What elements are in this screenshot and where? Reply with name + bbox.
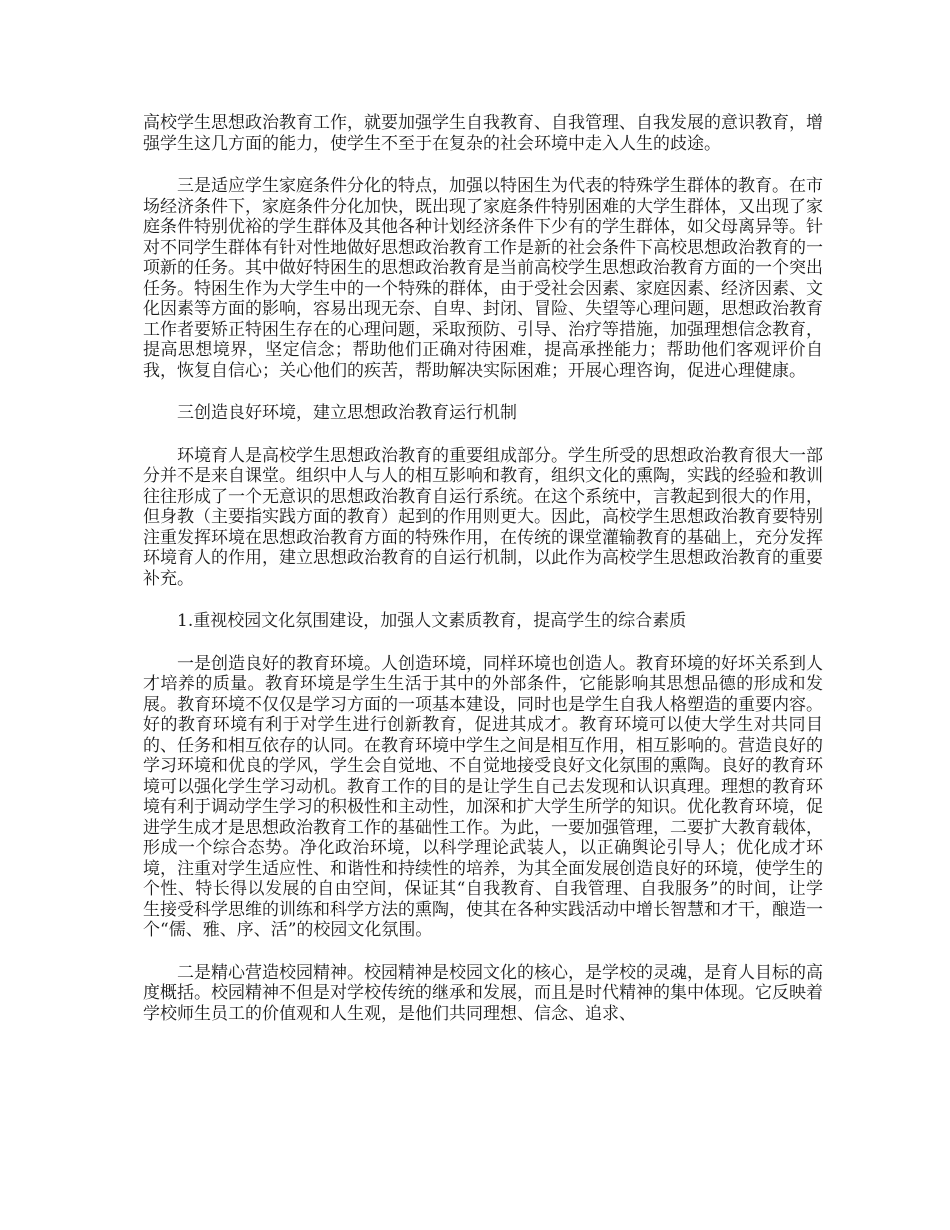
- paragraph-continuation: 高校学生思想政治教育工作，就要加强学生自我教育、自我管理、自我发展的意识教育，增强学生这几方面的能力，使学生不至于在复杂的社会环境中走入人生的歧途。: [143, 113, 823, 154]
- paragraph-special-groups: 三是适应学生家庭条件分化的特点，加强以特困生为代表的特殊学生群体的教育。在市场经济条件下，家庭条件分化加快，既出现了家庭条件特别困难的大学生群体，又出现了家庭条件特别优裕的学生群体及其他各种计划经济条件下少有的学生群体，如父母离异等。针对不同学生群体有针对性地做好思想政治教育工作是新的社会条件下高校思想政治教育的一项新的任务。其中做好特困生的思想政治教育是当前高校学生思想政治教育方面的一个突出任务。特困生作为大学生中的一个特殊的群体，由于受社会因素、家庭因素、经济因素、文化因素等方面的影响，容易出现无奈、自卑、封闭、冒险、失望等心理问题，思想政治教育工作者要矫正特困生存在的心理问题，采取预防、引导、治疗等措施，加强理想信念教育，提高思想境界，坚定信念；帮助他们正确对待困难，提高承挫能力；帮助他们客观评价自我，恢复自信心；关心他们的疾苦，帮助解决实际困难；开展心理咨询，促进心理健康。: [143, 176, 823, 381]
- subsection-heading-campus-culture: 1.重视校园文化氛围建设，加强人文素质教育，提高学生的综合素质: [177, 611, 687, 631]
- paragraph-campus-spirit: 二是精心营造校园精神。校园精神是校园文化的核心，是学校的灵魂，是育人目标的高度概括。校园精神不但是对学校传统的继承和发展，而且是时代精神的集中体现。它反映着学校师生员工的价值观和人生观，是他们共同理想、信念、追求、: [143, 962, 823, 1024]
- section-heading-environment: 三创造良好环境，建立思想政治教育运行机制: [177, 403, 517, 423]
- document-page: [143, 113, 823, 1046]
- paragraph-environment-education: 环境育人是高校学生思想政治教育的重要组成部分。学生所受的思想政治教育很大一部分并不是来自课堂。组织中人与人的相互影响和教育，组织文化的熏陶，实践的经验和教训往往形成了一个无意识的思想政治教育自运行系统。在这个系统中，言教起到很大的作用，但身教（主要指实践方面的教育）起到的作用则更大。因此，高校学生思想政治教育要特别注重发挥环境在思想政治教育方面的特殊作用，在传统的课堂灌输教育的基础上，充分发挥环境育人的作用，建立思想政治教育的自运行机制，以此作为高校学生思想政治教育的重要补充。: [143, 445, 823, 589]
- paragraph-education-environment: 一是创造良好的教育环境。人创造环境，同样环境也创造人。教育环境的好坏关系到人才培养的质量。教育环境是学生生活于其中的外部条件，它能影响其思想品德的形成和发展。教育环境不仅仅是学习方面的一项基本建设，同时也是学生自我人格塑造的重要内容。好的教育环境有利于对学生进行创新教育，促进其成才。教育环境可以使大学生对共同目的、任务和相互依存的认同。在教育环境中学生之间是相互作用，相互影响的。营造良好的学习环境和优良的学风，学生会自觉地、不自觉地接受良好文化氛围的熏陶。良好的教育环境可以强化学生学习动机。教育工作的目的是让学生自己去发现和认识真理。理想的教育环境有利于调动学生学习的积极性和主动性，加深和扩大学生所学的知识。优化教育环境，促进学生成才是思想政治教育工作的基础性工作。为此，一要加强管理，二要扩大教育载体，形成一个综合态势。净化政治环境，以科学理论武装人，以正确舆论引导人；优化成才环境，注重对学生适应性、和谐性和持续性的培养，为其全面发展创造良好的环境，使学生的个性、特长得以发展的自由空间，保证其“自我教育、自我管理、自我服务”的时间，让学生接受科学思维的训练和科学方法的熏陶，使其在各种实践活动中增长智慧和才干，酿造一个“儒、雅、序、活”的校园文化氛围。: [143, 653, 823, 940]
